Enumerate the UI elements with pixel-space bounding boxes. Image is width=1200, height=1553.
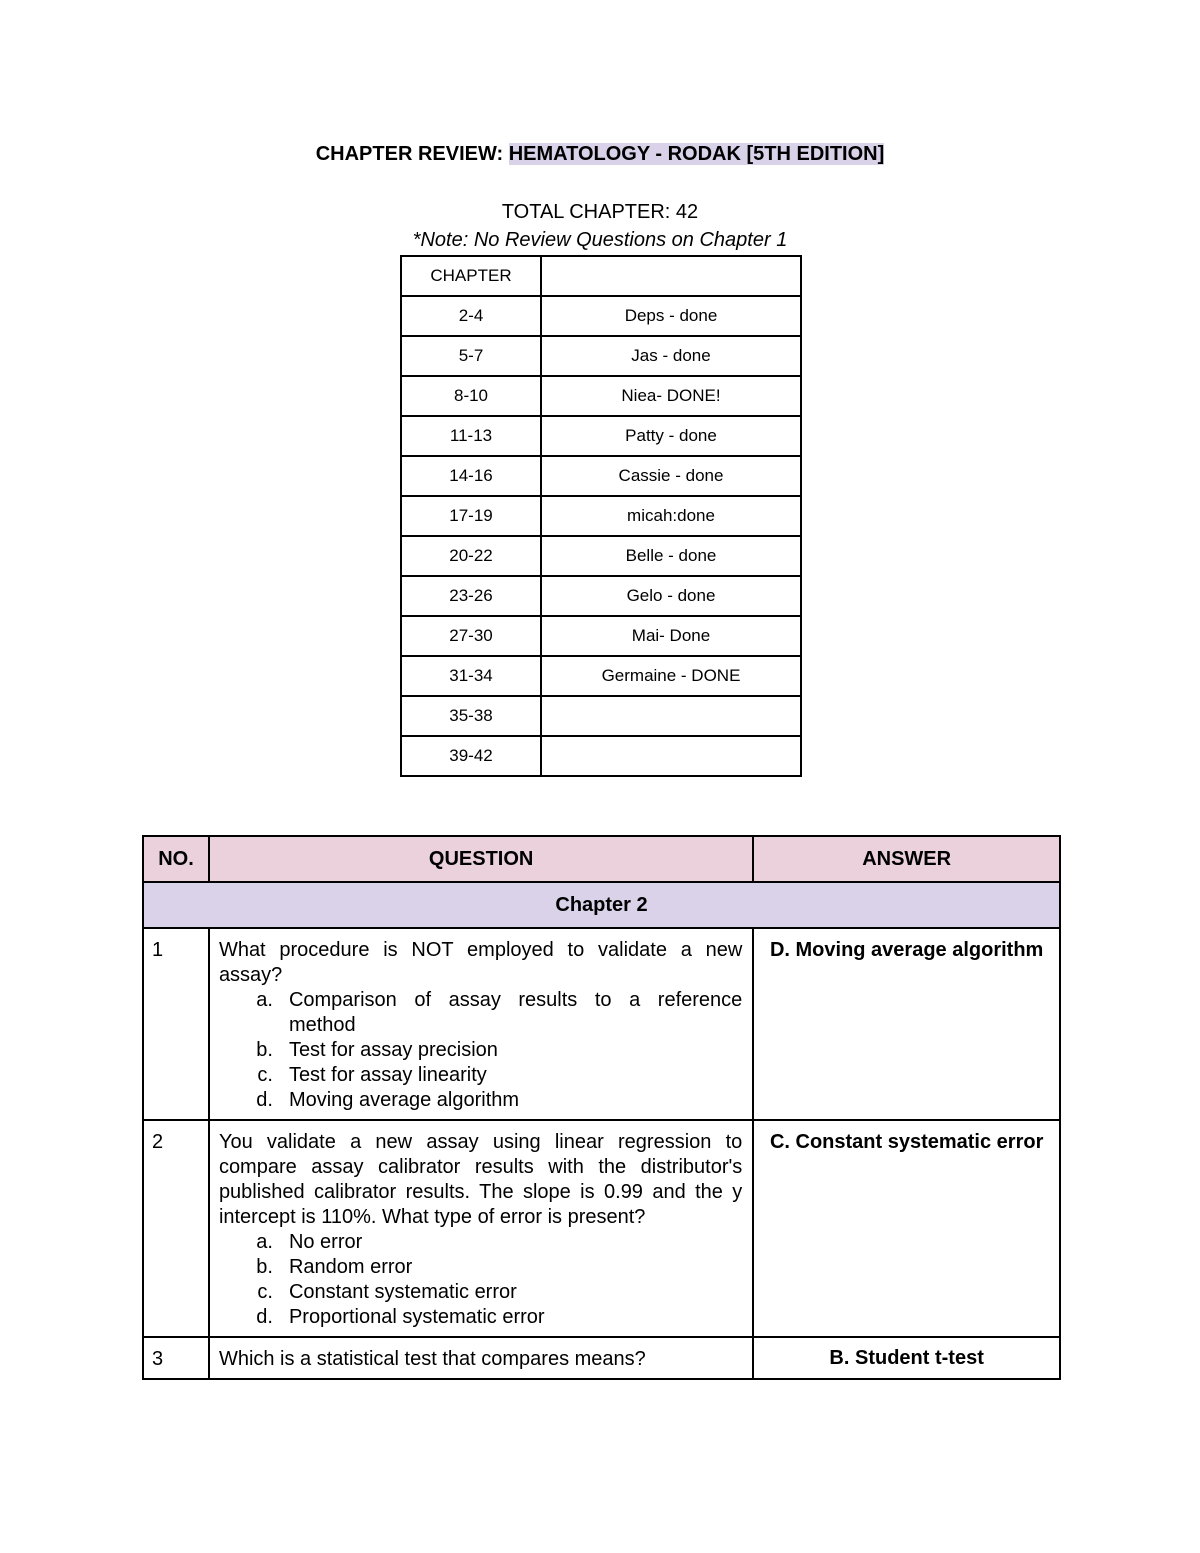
chapter-section-row	[143, 882, 1060, 928]
assignment-row	[401, 656, 801, 696]
title-highlight: HEMATOLOGY - RODAK [5TH EDITION]	[508, 143, 885, 165]
option-letter: d.	[256, 1089, 273, 1111]
assignment-table	[400, 255, 802, 777]
assignment-assignee: Cassie - done	[541, 456, 801, 496]
assignment-assignee: Jas - done	[541, 336, 801, 376]
option-letter: c.	[257, 1064, 273, 1086]
assignment-chapter: 31-34	[401, 656, 541, 696]
assignment-chapter: 11-13	[401, 416, 541, 456]
assignment-assignee	[541, 696, 801, 736]
option-letter: a.	[256, 989, 273, 1011]
question-table-header	[143, 836, 1060, 882]
answer-cell: C. Constant systematic error	[753, 1120, 1060, 1337]
option-item	[219, 1063, 742, 1088]
option-list	[219, 1230, 742, 1330]
assignment-row	[401, 456, 801, 496]
option-letter: c.	[257, 1281, 273, 1303]
assignment-row	[401, 616, 801, 656]
option-item	[219, 1280, 742, 1305]
assignment-chapter: 35-38	[401, 696, 541, 736]
assignment-row	[401, 696, 801, 736]
answer-cell: D. Moving average algorithm	[753, 928, 1060, 1120]
option-text: Test for assay precision	[288, 1039, 498, 1061]
option-item	[219, 1255, 742, 1280]
assignment-chapter: 17-19	[401, 496, 541, 536]
option-item	[219, 1038, 742, 1063]
document-title	[0, 141, 1200, 167]
assignment-assignee	[541, 736, 801, 776]
option-text: No error	[288, 1231, 363, 1253]
assignment-assignee: Gelo - done	[541, 576, 801, 616]
option-text: Comparison of assay results to a reference method	[288, 989, 743, 1036]
question-text: What procedure is NOT employed to validate a new assay?	[218, 939, 743, 986]
assignment-assignee: micah:done	[541, 496, 801, 536]
assignment-row	[401, 536, 801, 576]
question-number: 3	[143, 1337, 209, 1379]
option-letter: d.	[256, 1306, 273, 1328]
total-chapter: TOTAL CHAPTER: 42	[501, 201, 699, 223]
chapter-section-label: Chapter 2	[143, 882, 1060, 928]
assignment-header-assignee	[541, 256, 801, 296]
question-table	[142, 835, 1061, 1380]
option-text: Random error	[288, 1256, 413, 1278]
assignment-row	[401, 576, 801, 616]
option-text: Constant systematic error	[288, 1281, 517, 1303]
option-letter: b.	[256, 1256, 273, 1278]
title-prefix: CHAPTER REVIEW:	[315, 143, 509, 165]
option-item	[219, 1305, 742, 1330]
question-number: 2	[143, 1120, 209, 1337]
assignment-chapter: 8-10	[401, 376, 541, 416]
question-row	[143, 1120, 1060, 1337]
answer-cell: B. Student t-test	[753, 1337, 1060, 1379]
note: *Note: No Review Questions on Chapter 1	[412, 229, 788, 251]
assignment-chapter: 2-4	[401, 296, 541, 336]
option-text: Moving average algorithm	[288, 1089, 520, 1111]
question-cell	[209, 1337, 753, 1379]
assignment-assignee: Deps - done	[541, 296, 801, 336]
question-row	[143, 1337, 1060, 1379]
assignment-assignee: Mai- Done	[541, 616, 801, 656]
assignment-assignee: Germaine - DONE	[541, 656, 801, 696]
assignment-chapter: 23-26	[401, 576, 541, 616]
assignment-row	[401, 336, 801, 376]
question-cell	[209, 1120, 753, 1337]
question-cell	[209, 928, 753, 1120]
assignment-chapter: 5-7	[401, 336, 541, 376]
header-no: NO.	[143, 836, 209, 882]
option-text: Proportional systematic error	[288, 1306, 545, 1328]
question-number: 1	[143, 928, 209, 1120]
option-letter: a.	[256, 1231, 273, 1253]
question-text: You validate a new assay using linear regression to compare assay calibrator results with the distributor's published calibrator results. The slope is 0.99 and the y intercept is 110%. What type of error is present?	[218, 1131, 743, 1228]
assignment-assignee: Niea- DONE!	[541, 376, 801, 416]
option-text: Test for assay linearity	[288, 1064, 487, 1086]
assignment-row	[401, 416, 801, 456]
option-list	[219, 988, 742, 1113]
assignment-header-row	[401, 256, 801, 296]
option-item	[219, 1230, 742, 1255]
option-item	[219, 1088, 742, 1113]
assignment-chapter: 27-30	[401, 616, 541, 656]
assignment-row	[401, 496, 801, 536]
assignment-assignee: Patty - done	[541, 416, 801, 456]
question-row	[143, 928, 1060, 1120]
option-letter: b.	[256, 1039, 273, 1061]
option-item	[219, 988, 742, 1038]
assignment-row	[401, 296, 801, 336]
assignment-assignee: Belle - done	[541, 536, 801, 576]
assignment-chapter: 20-22	[401, 536, 541, 576]
assignment-chapter: 39-42	[401, 736, 541, 776]
question-text: Which is a statistical test that compares means?	[218, 1348, 646, 1370]
assignment-chapter: 14-16	[401, 456, 541, 496]
header-question: QUESTION	[209, 836, 753, 882]
assignment-header-chapter: CHAPTER	[401, 256, 541, 296]
assignment-row	[401, 376, 801, 416]
assignment-row	[401, 736, 801, 776]
header-answer: ANSWER	[753, 836, 1060, 882]
